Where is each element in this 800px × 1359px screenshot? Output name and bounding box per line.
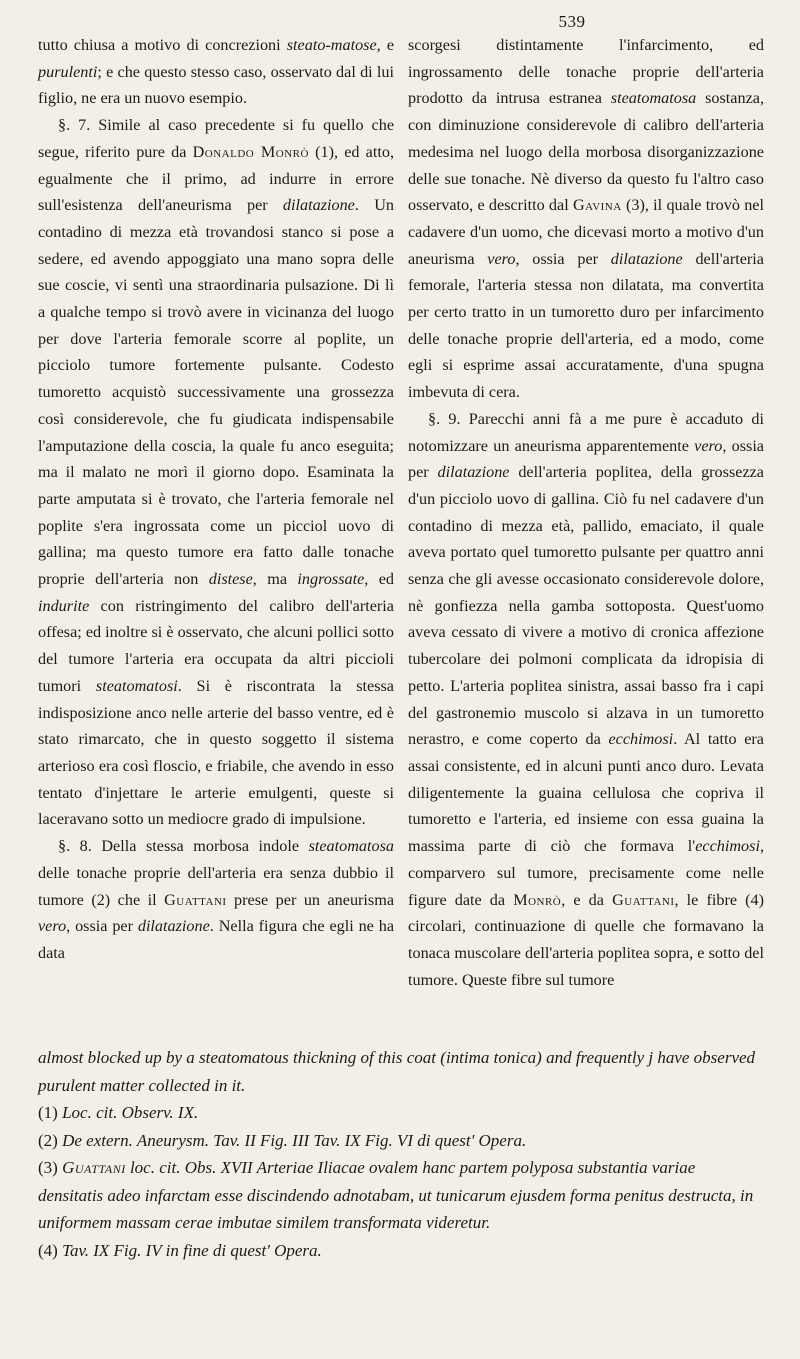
- footnote-3: (3) Guattani loc. cit. Obs. XVII Arteriae Iliacae ovalem hanc partem polyposa substantia variae densitatis adeo infarctam esse discindendo adnotabam, ut tunicarum ejusdem forma penitus destructa, in uniformem massam cerae imbutae similem transformata videretur.: [38, 1158, 754, 1232]
- footnote-1: (1) Loc. cit. Observ. IX.: [38, 1103, 199, 1122]
- paragraph-continuation-right: scorgesi distintamente l'infarcimento, ed ingrossamento delle tonache proprie dell'arteria prodotto da intrusa estranea steatomatosa sostanza, con diminuzione considerevole di calibro dell'arteria medesima nel luogo della morbosa disorganizzazione delle sue tonache. Nè diverso da questo fu l'altro caso osservato, e descritto dal Gavina (3), il quale trovò nel cadavere d'un uomo, che dicevasi morto a motivo d'un aneurisma vero, ossia per dilatazione dell'arteria femorale, l'arteria stessa non dilatata, ma convertita per certo tratto in un tumoretto duro per infarcimento delle tonache proprie dell'arteria, ed a modo, come egli si esprime assai accuratamente, d'una spugna imbevuta di cera.: [408, 36, 764, 402]
- page-number: 539: [558, 12, 586, 31]
- footnote-continuation: almost blocked up by a steatomatous thickning of this coat (intima tonica) and frequently j have observed purulent matter collected in it.: [38, 1048, 756, 1095]
- footnotes: [38, 1044, 762, 1264]
- left-column: [38, 32, 394, 967]
- paragraph-section-7: §. 7. Simile al caso precedente si fu quello che segue, riferito pure da Donaldo Monrò (1), ed atto, egualmente che il primo, ad indurre in errore sull'esistenza dell'aneurisma per dilatazione. Un contadino di mezza età trovandosi stanco si pose a sedere, ed avendo appoggiato una mano sopra delle sue coscie, vi sentì una straordinaria pulsazione. Di lì a qualche tempo si trovò avere in vicinanza del luogo per dove l'arteria femorale scorre al poplite, un picciolo tumore fortemente pulsante. Codesto tumoretto acquistò successivamente una grossezza così considerevole, che fu giudicata indispensabile l'amputazione della coscia, la quale fu anco eseguita; ma il malato ne morì il giorno dopo. Esaminata la parte amputata si è trovato, che l'arteria femorale nel poplite s'era ingrossata come un picciol uovo di gallina; ma questo tumore era fatto dalle tonache proprie dell'arteria non distese, ma ingrossate, ed indurite con ristringimento del calibro dell'arteria offesa; ed inoltre si è osservato, che alcuni pollici sotto del tumore l'arteria era occupata da altri piccioli tumori steatomatosi. Si è riscontrata la stessa indisposizione anco nelle arterie del basso ventre, ed è stato rimarcato, che in questo soggetto il sistema arterioso era così floscio, e friabile, che avendo in esso tentato d'injettare le arterie emulgenti, queste si laceravano sotto un mediocre grado di impulsione.: [38, 116, 395, 829]
- footnote-2: (2) De extern. Aneurysm. Tav. II Fig. III Tav. IX Fig. VI di quest' Opera.: [38, 1130, 527, 1150]
- right-column: [408, 32, 764, 993]
- paragraph-continuation: tutto chiusa a motivo di concrezioni steato-matose, e purulenti; e che questo stesso caso, osservato dal di lui figlio, ne era un nuovo esempio.: [38, 36, 394, 108]
- paragraph-section-8: §. 8. Della stessa morbosa indole steatomatosa delle tonache proprie dell'arteria era senza dubbio il tumore (2) che il Guattani prese per un aneurisma vero, ossia per dilatazione. Nella figura che egli ne ha data: [38, 837, 394, 962]
- footnote-4: (4) Tav. IX Fig. IV in fine di quest' Opera.: [38, 1240, 322, 1260]
- paragraph-section-9: §. 9. Parecchi anni fà a me pure è accaduto di notomizzare un aneurisma apparentemente vero, ossia per dilatazione dell'arteria poplitea, della grossezza d'un picciolo uovo di gallina. Ciò fu nel cadavere d'un contadino di mezza età, pallido, emaciato, il quale aveva portato quel tumoretto pulsante per quattro anni senza che gli avesse occasionato considerevole dolore, nè gonfiezza nella gamba sottoposta. Quest'uomo aveva cessato di vivere a motivo di cronica affezione tubercolare dei polmoni complicata da idropisia di petto. L'arteria poplitea sinistra, assai basso fra i capi del gastronemio muscolo si alzava in un tumoretto nerastro, e come coperto da ecchimosi. Al tatto era assai consistente, ed in alcuni punti anco duro. Levata diligentemente la guaina cellulosa che copriva il tumoretto e l'arteria, ed insieme con essa guaina la massima parte di ciò che formava l'ecchimosi, comparvero sul tumore, precisamente come nelle figure date da Monrò, e da Guattani, le fibre (4) circolari, continuazione di quelle che formavano la tonaca muscolare dell'arteria poplitea sopra, e sotto del tumore. Queste fibre sul tumore: [408, 409, 764, 989]
